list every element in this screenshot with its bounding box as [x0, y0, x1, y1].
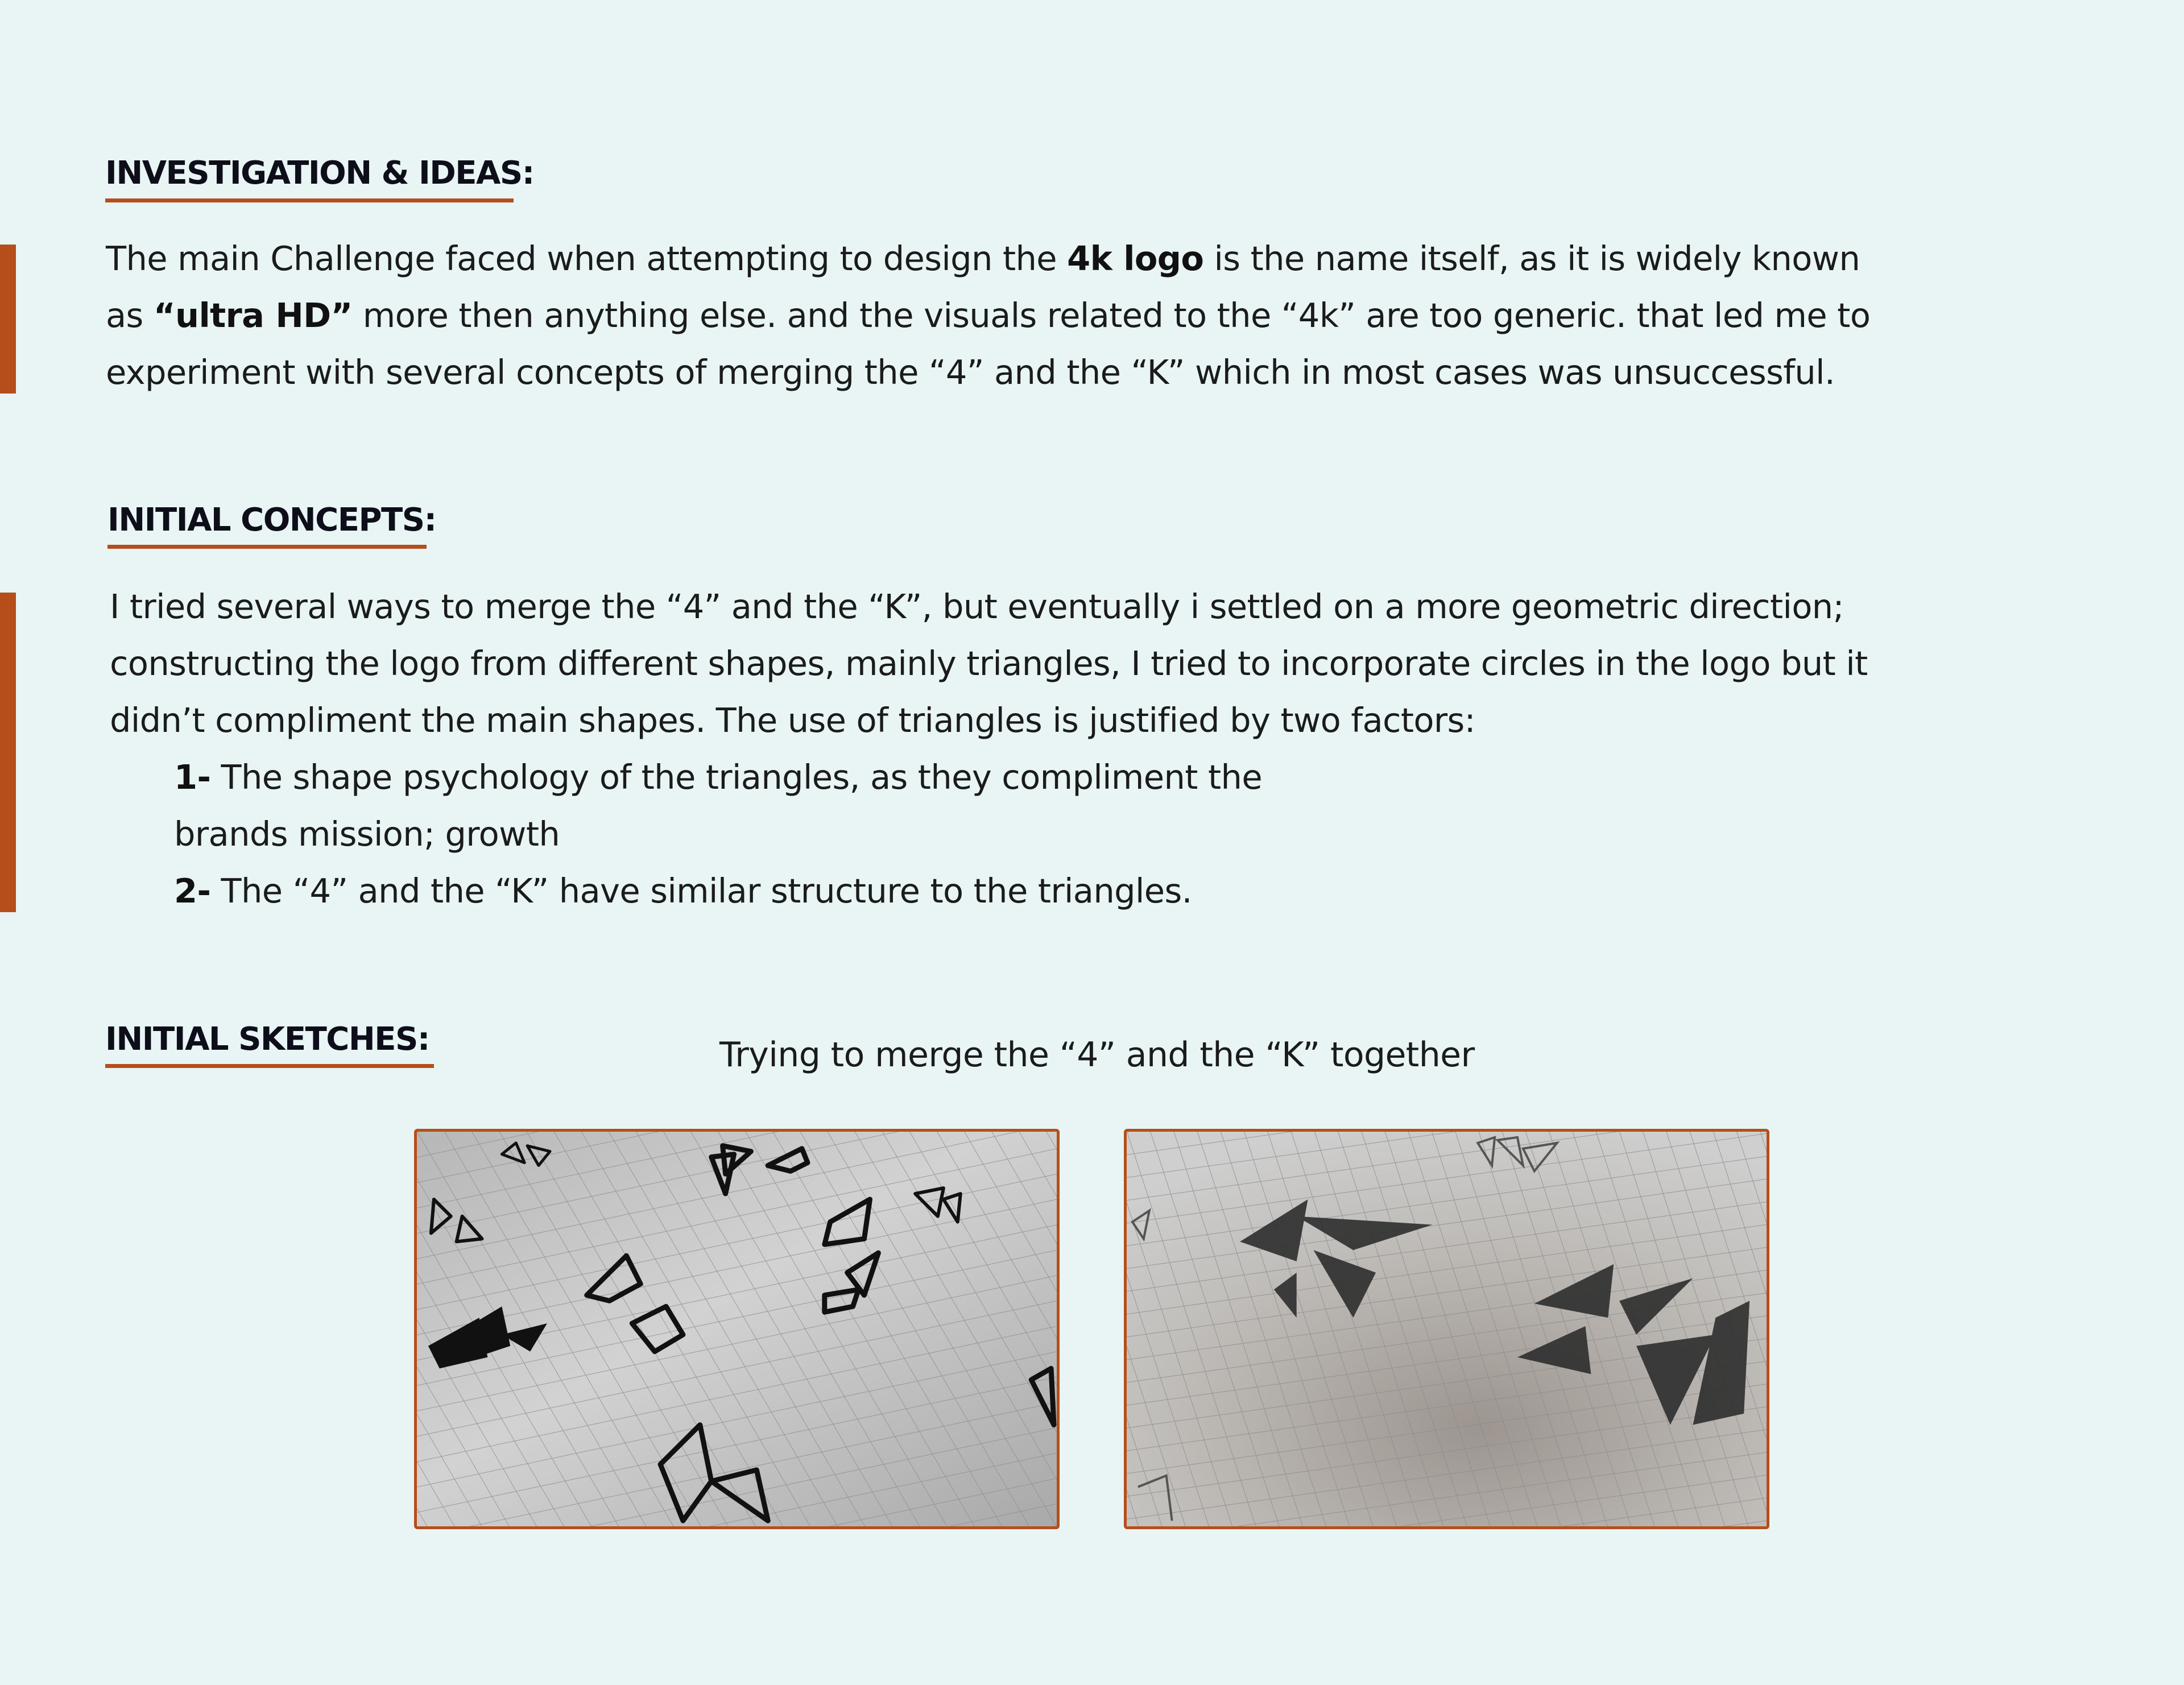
sketches-underline	[105, 1064, 434, 1068]
concepts-line-2: constructing the logo from different shapes, mainly triangles, I tried to incorporate circles in the logo but it	[110, 644, 1868, 683]
investigation-line-1: The main Challenge faced when attempting to design the 4k logo is the name itself, as it is widely known	[106, 239, 1860, 278]
accent-bar-concepts	[0, 593, 16, 912]
investigation-underline	[105, 198, 514, 202]
concepts-list-item-2: 2- The “4” and the “K” have similar structure to the triangles.	[174, 871, 1192, 910]
sketches-heading: INITIAL SKETCHES:	[105, 1021, 429, 1058]
sketch-photo-outline	[414, 1129, 1060, 1529]
accent-bar-investigation	[0, 245, 16, 394]
sketch-photo-outline-image	[417, 1132, 1057, 1526]
investigation-heading: INVESTIGATION & IDEAS:	[105, 155, 534, 192]
concepts-heading: INITIAL CONCEPTS:	[107, 502, 436, 539]
concepts-list-item-1: 1- The shape psychology of the triangles, as they compliment the	[174, 757, 1263, 797]
concepts-line-3: didn’t compliment the main shapes. The use of triangles is justified by two factors:	[110, 701, 1475, 740]
investigation-paragraph	[106, 230, 1870, 401]
sketch-photo-shaded-image	[1127, 1132, 1767, 1526]
sketch-photo-shaded	[1124, 1129, 1769, 1529]
investigation-line-2: as “ultra HD” more then anything else. and the visuals related to the “4k” are too generic. that led me to	[106, 296, 1871, 335]
concepts-list-item-1-continued: brands mission; growth	[174, 814, 560, 854]
concepts-underline	[107, 545, 427, 549]
sketches-caption: Trying to merge the “4” and the “K” together	[719, 1035, 1475, 1075]
concepts-line-1: I tried several ways to merge the “4” and the “K”, but eventually i settled on a more geometric direction;	[110, 587, 1844, 626]
concepts-paragraph	[110, 578, 1868, 920]
investigation-line-3: experiment with several concepts of merging the “4” and the “K” which in most cases was unsuccessful.	[106, 353, 1835, 392]
